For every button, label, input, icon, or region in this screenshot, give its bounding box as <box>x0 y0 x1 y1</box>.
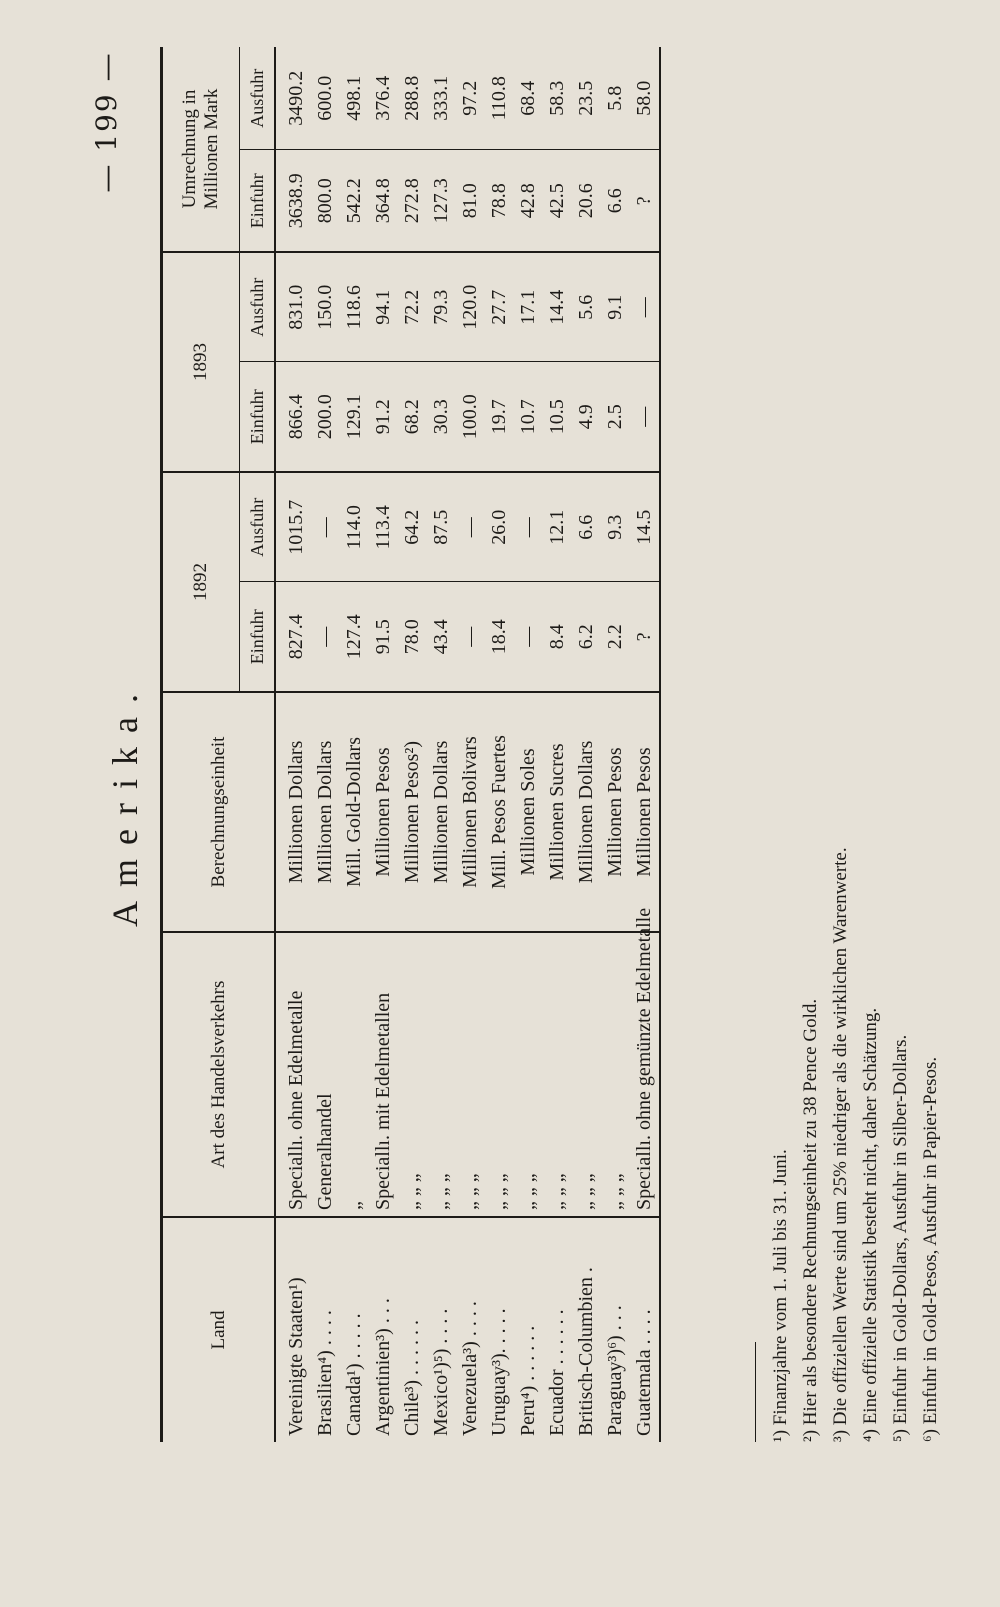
cell-ausfuhr-1893: 27.7 <box>485 252 514 362</box>
header-einheit: Berechnungseinheit <box>162 692 276 932</box>
cell-einheit: Mill. Pesos Fuertes <box>485 692 514 932</box>
cell-einfuhr-1893: 129.1 <box>340 362 369 472</box>
header-year-1892: 1892 <box>162 472 240 692</box>
table-row <box>456 47 485 1442</box>
cell-ausfuhr-mark: 498.1 <box>340 47 369 150</box>
cell-ausfuhr-mark: 3490.2 <box>275 47 311 150</box>
cell-einheit: Millionen Dollars <box>572 692 601 932</box>
cell-ausfuhr-1893: 9.1 <box>601 252 630 362</box>
table-row <box>311 47 340 1442</box>
footnote-2: ²) Hier als besondere Rechnungseinheit zu 38 Pence Gold. <box>800 998 821 1442</box>
table-body <box>275 47 660 1442</box>
cell-einheit: Millionen Sucres <box>543 692 572 932</box>
cell-land: Ecuador . . . . . . <box>546 1309 568 1436</box>
cell-einheit: Mill. Gold-Dollars <box>340 692 369 932</box>
header-year-1893: 1893 <box>162 252 240 472</box>
cell-land: Britisch-Columbien . <box>575 1267 597 1436</box>
header-ausfuhr-1893: Ausfuhr <box>240 252 276 362</box>
cell-einfuhr-1892: — <box>311 582 340 692</box>
footnote-rule <box>755 1342 756 1442</box>
cell-ausfuhr-1893: 79.3 <box>427 252 456 362</box>
page-number: — 199 — <box>90 51 123 193</box>
cell-ausfuhr-1893: 72.2 <box>398 252 427 362</box>
table-row <box>572 47 601 1442</box>
cell-ausfuhr-1892: 26.0 <box>485 472 514 582</box>
cell-einheit: Millionen Dollars <box>427 692 456 932</box>
cell-einfuhr-1892: — <box>456 582 485 692</box>
cell-einfuhr-mark: 272.8 <box>398 150 427 252</box>
cell-einfuhr-mark: 78.8 <box>485 150 514 252</box>
cell-einfuhr-1892: 78.0 <box>398 582 427 692</box>
cell-einfuhr-mark: 42.8 <box>514 150 543 252</box>
cell-einfuhr-1892: 827.4 <box>275 582 311 692</box>
table-row <box>275 47 311 1442</box>
cell-ausfuhr-1892: — <box>514 472 543 582</box>
cell-art: Generalhandel <box>311 932 340 1217</box>
cell-einfuhr-mark: ? <box>630 150 660 252</box>
header-art: Art des Handelsverkehrs <box>162 932 276 1217</box>
cell-land: Uruguay³). . . . . <box>488 1308 510 1436</box>
cell-einheit: Millionen Pesos <box>630 692 660 932</box>
cell-land: Chile³) . . . . . . <box>401 1320 423 1436</box>
cell-art: Speciallı. ohne Edelmetalle <box>275 932 311 1217</box>
cell-art: „ „ „ <box>485 932 514 1217</box>
cell-land: Mexico¹)⁵) . . . . <box>430 1308 452 1436</box>
cell-art: „ „ „ <box>456 932 485 1217</box>
cell-einfuhr-1893: 19.7 <box>485 362 514 472</box>
table-row <box>601 47 630 1442</box>
cell-einheit: Millionen Pesos <box>601 692 630 932</box>
cell-einfuhr-1893: 866.4 <box>275 362 311 472</box>
cell-einfuhr-1893: 2.5 <box>601 362 630 472</box>
cell-einfuhr-1892: 43.4 <box>427 582 456 692</box>
cell-einheit: Millionen Pesos²) <box>398 692 427 932</box>
footnote-6: ⁶) Einfuhr in Gold-Pesos, Ausfuhr in Papier-Pesos. <box>920 1056 941 1442</box>
header-einfuhr-1892: Einfuhr <box>240 582 276 692</box>
table-row <box>514 47 543 1442</box>
cell-ausfuhr-1892: — <box>456 472 485 582</box>
cell-ausfuhr-1893: 94.1 <box>369 252 398 362</box>
cell-land: Canada¹) . . . . . <box>343 1313 365 1436</box>
cell-ausfuhr-1893: 17.1 <box>514 252 543 362</box>
cell-ausfuhr-1893: 14.4 <box>543 252 572 362</box>
cell-art: „ „ „ <box>601 932 630 1217</box>
cell-art: Speciallı. ohne gemünzte Edelmetalle <box>630 932 660 1217</box>
cell-ausfuhr-1892: 12.1 <box>543 472 572 582</box>
cell-land: Paraguay³)⁶) . . . <box>604 1305 626 1436</box>
cell-einfuhr-1892: 18.4 <box>485 582 514 692</box>
cell-art: „ „ „ <box>514 932 543 1217</box>
cell-art: „ „ „ <box>572 932 601 1217</box>
cell-ausfuhr-1893: 118.6 <box>340 252 369 362</box>
cell-land: Vereinigte Staaten¹) <box>285 1277 307 1436</box>
cell-einfuhr-mark: 6.6 <box>601 150 630 252</box>
cell-einheit: Millionen Soles <box>514 692 543 932</box>
cell-einfuhr-1893: 200.0 <box>311 362 340 472</box>
cell-ausfuhr-1892: 114.0 <box>340 472 369 582</box>
cell-ausfuhr-mark: 58.3 <box>543 47 572 150</box>
page-title: Amerika. <box>105 680 145 927</box>
cell-ausfuhr-mark: 58.0 <box>630 47 660 150</box>
table-row <box>427 47 456 1442</box>
cell-ausfuhr-1893: 120.0 <box>456 252 485 362</box>
cell-ausfuhr-mark: 68.4 <box>514 47 543 150</box>
cell-ausfuhr-1893: 150.0 <box>311 252 340 362</box>
cell-einfuhr-1892: 2.2 <box>601 582 630 692</box>
cell-land: Guatemala . . . . <box>630 1217 660 1442</box>
cell-art: Speciallı. mit Edelmetallen <box>369 932 398 1217</box>
cell-ausfuhr-mark: 288.8 <box>398 47 427 150</box>
cell-ausfuhr-1892: 1015.7 <box>275 472 311 582</box>
cell-einfuhr-mark: 20.6 <box>572 150 601 252</box>
cell-land: Brasilien⁴) . . . . <box>314 1310 336 1436</box>
cell-ausfuhr-mark: 333.1 <box>427 47 456 150</box>
cell-einfuhr-mark: 542.2 <box>340 150 369 252</box>
cell-einfuhr-mark: 81.0 <box>456 150 485 252</box>
cell-ausfuhr-mark: 110.8 <box>485 47 514 150</box>
cell-einfuhr-1892: 6.2 <box>572 582 601 692</box>
cell-land: Peru⁴) . . . . . . <box>517 1325 539 1436</box>
cell-einfuhr-mark: 3638.9 <box>275 150 311 252</box>
cell-einfuhr-1893: 68.2 <box>398 362 427 472</box>
cell-einheit: Millionen Bolivars <box>456 692 485 932</box>
footnote-4: ⁴) Eine offizielle Statistik besteht nicht, daher Schätzung. <box>860 1007 881 1442</box>
cell-ausfuhr-1892: 113.4 <box>369 472 398 582</box>
cell-ausfuhr-1892: 64.2 <box>398 472 427 582</box>
cell-land: Argentinien³) . . . <box>372 1298 394 1436</box>
cell-ausfuhr-mark: 97.2 <box>456 47 485 150</box>
cell-ausfuhr-1892: — <box>311 472 340 582</box>
header-ausfuhr-mark: Ausfuhr <box>240 47 276 150</box>
cell-art: „ „ „ <box>543 932 572 1217</box>
table-row <box>543 47 572 1442</box>
cell-land: Venezuela³) . . . . <box>459 1301 481 1436</box>
cell-einfuhr-1893: — <box>630 362 660 472</box>
header-einfuhr-1893: Einfuhr <box>240 362 276 472</box>
cell-art: „ <box>340 932 369 1217</box>
cell-einfuhr-1893: 10.7 <box>514 362 543 472</box>
cell-einfuhr-1892: 8.4 <box>543 582 572 692</box>
cell-ausfuhr-mark: 376.4 <box>369 47 398 150</box>
cell-einfuhr-mark: 42.5 <box>543 150 572 252</box>
cell-einheit: Millionen Dollars <box>275 692 311 932</box>
cell-einfuhr-1893: 100.0 <box>456 362 485 472</box>
table-row <box>398 47 427 1442</box>
header-ausfuhr-1892: Ausfuhr <box>240 472 276 582</box>
table-row <box>369 47 398 1442</box>
cell-ausfuhr-1892: 14.5 <box>630 472 660 582</box>
cell-einfuhr-1892: — <box>514 582 543 692</box>
footnote-3: ³) Die offiziellen Werte sind um 25% niedriger als die wirklichen Warenwerte. <box>830 847 851 1442</box>
table-row <box>340 47 369 1442</box>
cell-ausfuhr-1892: 87.5 <box>427 472 456 582</box>
cell-einfuhr-mark: 364.8 <box>369 150 398 252</box>
cell-art: „ „ „ <box>398 932 427 1217</box>
cell-einfuhr-1893: 91.2 <box>369 362 398 472</box>
cell-einfuhr-mark: 127.3 <box>427 150 456 252</box>
header-einfuhr-mark: Einfuhr <box>240 150 276 252</box>
footnote-1: ¹) Finanzjahre vom 1. Juli bis 31. Juni. <box>770 1149 791 1442</box>
footnotes <box>755 847 946 1442</box>
cell-ausfuhr-1893: 831.0 <box>275 252 311 362</box>
cell-ausfuhr-mark: 23.5 <box>572 47 601 150</box>
table-row <box>630 47 660 1442</box>
cell-ausfuhr-mark: 5.8 <box>601 47 630 150</box>
header-umrechnung: Umrechnung in Millionen Mark <box>162 47 240 252</box>
cell-einheit: Millionen Dollars <box>311 692 340 932</box>
table-row <box>485 47 514 1442</box>
cell-einfuhr-1893: 30.3 <box>427 362 456 472</box>
cell-ausfuhr-1892: 6.6 <box>572 472 601 582</box>
cell-ausfuhr-mark: 600.0 <box>311 47 340 150</box>
cell-einfuhr-1893: 4.9 <box>572 362 601 472</box>
cell-einfuhr-1892: 127.4 <box>340 582 369 692</box>
trade-table <box>160 47 661 1442</box>
cell-einfuhr-1893: 10.5 <box>543 362 572 472</box>
cell-ausfuhr-1893: — <box>630 252 660 362</box>
header-land: Land <box>162 1217 276 1442</box>
cell-ausfuhr-1893: 5.6 <box>572 252 601 362</box>
cell-einfuhr-mark: 800.0 <box>311 150 340 252</box>
cell-ausfuhr-1892: 9.3 <box>601 472 630 582</box>
cell-einfuhr-1892: ? <box>630 582 660 692</box>
cell-art: „ „ „ <box>427 932 456 1217</box>
footnote-5: ⁵) Einfuhr in Gold-Dollars, Ausfuhr in Silber-Dollars. <box>890 1034 911 1442</box>
cell-einheit: Millionen Pesos <box>369 692 398 932</box>
cell-einfuhr-1892: 91.5 <box>369 582 398 692</box>
